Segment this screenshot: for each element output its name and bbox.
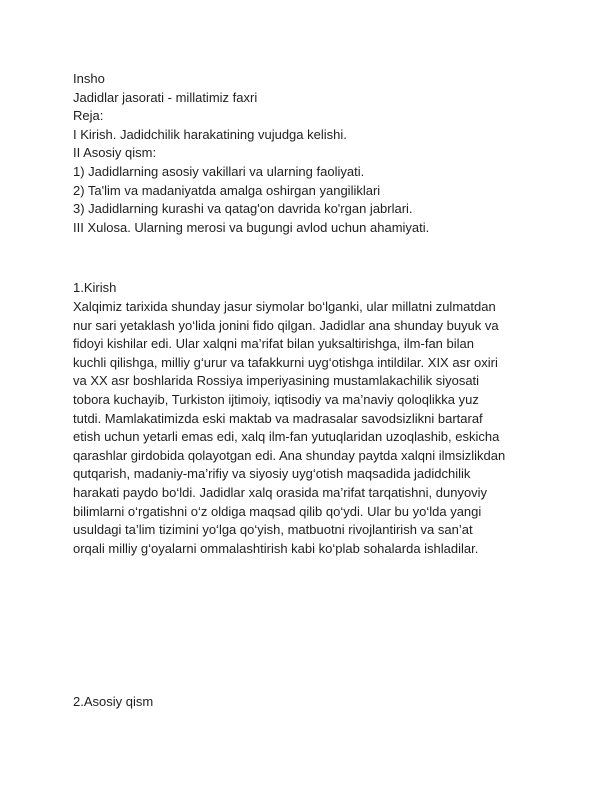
paragraph-line: tobora kuchayib, Turkiston ijtimoiy, iqtisodiy va ma’naviy qoloqlikka yuz	[73, 391, 479, 407]
section2-heading-wrap	[73, 693, 548, 712]
paragraph-line: fidoyi kishilar edi. Ular xalqni ma’rifat bilan yuksaltirishga, ilm-fan bilan	[73, 336, 474, 352]
plan-item: III Xulosa. Ularning merosi va bugungi avlod uchun ahamiyati.	[73, 219, 430, 235]
paragraph-line: orqali milliy g‘oyalarni ommalashtirish kabi ko‘plab sohalarda ishladilar.	[73, 540, 479, 556]
plan-item: 2) Ta'lim va madaniyatda amalga oshirgan yangiliklari	[73, 182, 381, 198]
plan-label: Reja:	[73, 108, 104, 124]
paragraph-line: usuldagi ta’lim tizimini yo‘lga qo‘yish, matbuotni rivojlantirish va san’at	[73, 522, 473, 538]
plan-item: II Asosiy qism:	[73, 145, 157, 161]
document-topic: Jadidlar jasorati - millatimiz faxri	[73, 89, 258, 105]
section2-heading: 2.Asosiy qism	[73, 694, 154, 709]
paragraph-line: nur sari yetaklash yo‘lida jonini fido qilgan. Jadidlar ana shunday buyuk va	[73, 317, 499, 333]
paragraph-line: qarashlar girdobida qolayotgan edi. Ana shunday paytda xalqni ilmsizlikdan	[73, 447, 506, 463]
paragraph-line: Xalqimiz tarixida shunday jasur siymolar bo‘lganki, ular millatni zulmatdan	[73, 299, 496, 314]
paragraph-line: harakati paydo bo‘ldi. Jadidlar xalq orasida ma’rifat tarqatishni, dunyoviy	[73, 484, 488, 500]
paragraph-line: tutdi. Mamlakatimizda eski maktab va madrasalar savodsizlikni bartaraf	[73, 410, 483, 426]
plan-item: 1) Jadidlarning asosiy vakillari va ularning faoliyati.	[73, 163, 365, 179]
paragraph-line: qutqarish, madaniy-ma’rifiy va siyosiy uyg‘otish maqsadida jadidchilik	[73, 466, 471, 482]
paragraph-line: bilimlarni o‘rgatishni o‘z oldiga maqsad qilib qo‘ydi. Ular bu yo‘lda yangi	[73, 503, 482, 519]
paragraph-line: etish uchun yetarli emas edi, xalq ilm-fan yutuqlaridan uzoqlashib, eskicha	[73, 429, 500, 445]
plan-item: I Kirish. Jadidchilik harakatining vujudga kelishi.	[73, 126, 347, 142]
paragraph-line: kuchli qilishga, milliy g‘urur va tafakkurni uyg‘otishga intildilar. XIX asr oxiri	[73, 354, 498, 370]
plan-item: 3) Jadidlarning kurashi va qatag'on davrida ko'rgan jabrlari.	[73, 201, 413, 217]
section1-paragraph	[73, 298, 548, 558]
section1-heading-wrap	[73, 279, 548, 298]
document-title: Insho	[73, 71, 105, 86]
paragraph-line: va XX asr boshlarida Rossiya imperiyasining mustamlakachilik siyosati	[73, 373, 480, 389]
section1-heading: 1.Kirish	[73, 280, 117, 295]
plan-section	[73, 70, 548, 237]
